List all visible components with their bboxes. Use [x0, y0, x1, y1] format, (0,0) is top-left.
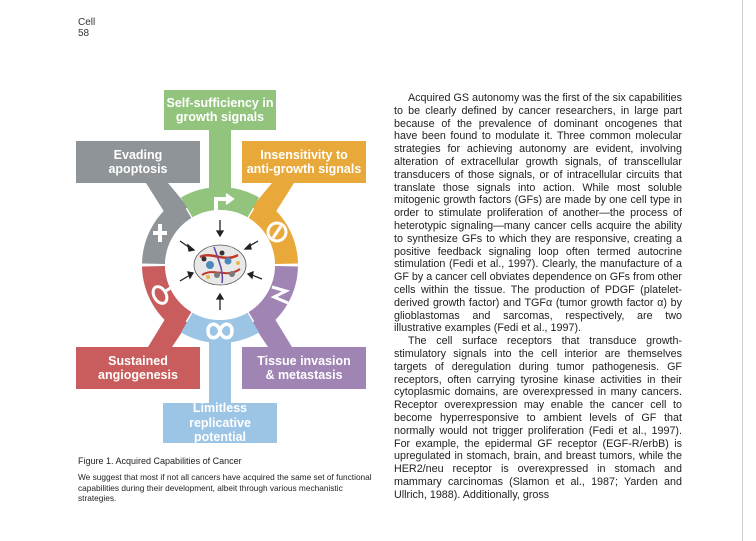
- capability-limitless-replicative: Limitless replicative potential: [163, 403, 277, 443]
- figure-caption-title: Figure 1. Acquired Capabilities of Cancer: [78, 456, 242, 466]
- page-number: 58: [78, 28, 90, 39]
- page-edge-divider: [742, 0, 743, 541]
- body-paragraph-1: Acquired GS autonomy was the first of the six capabilities to be clearly defined by cancer researchers, in large part because of the prevalence of dominant oncogenes that have been found to modulate it. Three common molecular strategies for achieving autonomy are evident, involving alteration of extracellular growth signals, of transcellular transducers of those signals, or of intracellular circuits that translate those signals into action. While most soluble mitogenic growth factors (GFs) are made by one cell type in order to stimulate proliferation of another—the process of heterotypic signaling—many cancer cells acquire the ability to synthesize GFs to which they are responsive, creating a positive feedback signaling loop often termed autocrine stimulation (Fedi et al., 1997). Clearly, the manufacture of a GF by a cancer cell obviates dependence on GFs from other cells within the tissue. The production of PDGF (platelet-derived growth factor) and TGFα (tumor growth factor α) by glioblastomas and sarcomas, respectively, are two illustrative examples (Fedi et al., 1997).: [394, 92, 682, 335]
- figure-caption-text: We suggest that most if not all cancers have acquired the same set of functional capabilities during their development, albeit through various mechanistic strategies.: [78, 472, 372, 504]
- capability-angiogenesis: Sustained angiogenesis: [76, 347, 200, 389]
- figure-caption: [78, 456, 373, 504]
- capability-insensitivity: Insensitivity to anti-growth signals: [242, 141, 366, 183]
- capability-tissue-invasion: Tissue invasion & metastasis: [242, 347, 366, 389]
- figure-acquired-capabilities: [70, 85, 370, 445]
- running-header: [78, 17, 95, 39]
- connector-top: [209, 130, 231, 188]
- connector-bottom: [209, 337, 231, 407]
- capability-evading-apoptosis: Evading apoptosis: [76, 141, 200, 183]
- ring: [142, 187, 298, 343]
- journal-name: Cell: [78, 17, 96, 28]
- hallmarks-wheel: [70, 85, 370, 445]
- body-paragraph-2: The cell surface receptors that transduce growth-stimulatory signals into the cell interior are themselves targets of deregulation during tumor pathogenesis. GF receptors, often carrying tyrosine kinase activities in their cytoplasmic domains, are overexpressed in many cancers. Receptor overexpression may enable the cancer cell to become hyperresponsive to ambient levels of GF that normally would not trigger proliferation (Fedi et al., 1997). For example, the epidermal GF receptor (EGF-R/erbB) is upregulated in stomach, brain, and breast tumors, while the HER2/neu receptor is overexpressed in stomach and mammary carcinomas (Slamon et al., 1987; Yarden and Ullrich, 1988). Additionally, gross: [394, 335, 682, 501]
- capability-self-sufficiency: Self-sufficiency in growth signals: [164, 90, 276, 130]
- tumor-cell-cluster: [194, 245, 246, 285]
- body-text-column: [394, 92, 682, 541]
